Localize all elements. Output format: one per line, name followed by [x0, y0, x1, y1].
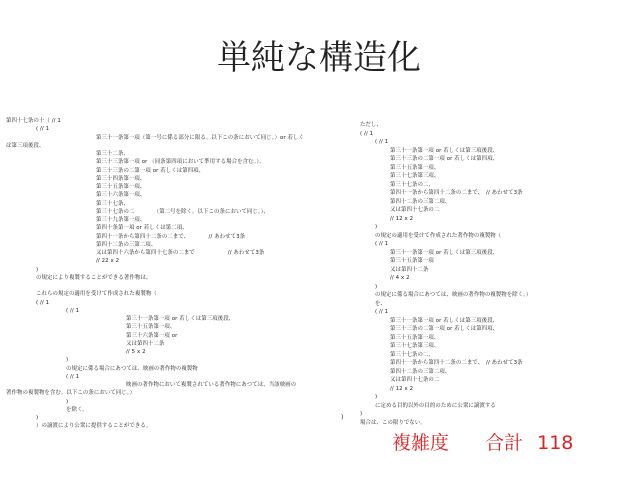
- text-line: ( // 1: [36, 299, 50, 306]
- text-line: 第三十一条第一項 or 若しくは第三項後段、: [390, 317, 499, 324]
- text-line: ただし、: [360, 122, 382, 128]
- text-line: ( // 1: [375, 139, 389, 145]
- text-line: ): [360, 411, 363, 417]
- complexity-label: 複雑度: [392, 432, 450, 454]
- text-line: 第三十七条第三項、: [390, 173, 440, 179]
- text-line: 第三十三条の二第一項 or 若しくは第四項、: [96, 167, 205, 174]
- text-line: ): [66, 357, 69, 364]
- text-line: を、: [375, 300, 386, 307]
- text-line: 著作物の複製物を含む。以下この条において同じ。）: [6, 390, 136, 397]
- complexity-total: [392, 428, 573, 455]
- text-line: 第四十二条の三第二項、: [96, 241, 157, 248]
- text-line: ( // 1: [360, 130, 374, 137]
- text-line: 又は第四十二条: [126, 340, 165, 347]
- text-line: ）の譲渡により公衆に提供することができる。: [36, 423, 152, 430]
- text-line: ( // 1: [36, 126, 50, 133]
- text-line: 第三十九条第一項、: [96, 217, 146, 223]
- text-line: 第三十一条第一項 or 若しくは第三項後段、: [390, 147, 499, 154]
- text-line: // 5 x 2: [126, 349, 146, 355]
- text-line: に定める目的以外の目的のために公衆に譲渡する: [375, 402, 496, 409]
- text-line: ( // 1: [66, 307, 80, 314]
- text-line: ): [375, 283, 378, 290]
- text-line: の規定により複製することができる著作物は、: [36, 274, 152, 281]
- text-line: 第三十七条第三項、: [390, 343, 440, 349]
- text-line: 第三十五条第一項、: [390, 164, 440, 171]
- text-line: 又は第四十七条の二: [390, 377, 440, 383]
- text-line: 第四十一条から第四十二条の二まで、 // あわせて3条: [96, 233, 246, 240]
- text-line: 第三十五条第一項: [390, 258, 434, 264]
- text-line: は第三項後段、: [6, 142, 45, 149]
- text-line: 又は第四十六条から第四十七条の二まで // あわせて3条: [96, 250, 265, 256]
- text-line: ( // 1: [375, 309, 389, 315]
- text-line: 第四十七条の十（ // 1: [6, 118, 61, 124]
- text-line: 又は第四十二条: [390, 266, 429, 273]
- closing-paren: ): [341, 414, 344, 421]
- text-line: // 12 x 2: [390, 215, 414, 222]
- text-line: 又は第四十七条の二: [390, 207, 440, 213]
- text-line: 第三十七条の二、: [390, 351, 434, 358]
- text-line: 第四十条第一項 or 若しくは第二項、: [96, 225, 188, 232]
- text-line: ( // 1: [66, 373, 80, 380]
- text-line: 第三十七条の二 （第二号を除く。以下この条において同じ。）、: [96, 208, 269, 215]
- text-line: 場合は、この限りでない。: [360, 419, 426, 426]
- text-line: 第三十一条第一項 or 若しくは第三項後段、: [390, 249, 499, 256]
- text-line: の規定に係る場合にあつては、映画の著作物の複製物を除く。）: [375, 292, 532, 298]
- text-line: これらの規定の適用を受けて作成された複製物（: [36, 291, 157, 298]
- text-line: 第三十一条第一項 or 若しくは第三項後段、: [126, 316, 235, 322]
- text-line: 第三十六条第一項、: [96, 192, 146, 199]
- text-line: 第三十三条第一項 or （同条第四項において準用する場合を含む。）、: [96, 159, 265, 166]
- text-line: 第三十一条第一項（第一号に係る部分に限る。以下この条において同じ。）or 若しく: [96, 134, 304, 141]
- text-line: の規定の適用を受けて作成された著作物の複製物（: [375, 232, 502, 239]
- text-line: 第三十六条第一項 or: [126, 332, 178, 339]
- text-line: ( // 1: [375, 241, 389, 247]
- text-line: 第三十四条第一項、: [96, 175, 146, 182]
- complexity-total-label: 合計: [485, 432, 524, 454]
- text-line: 第三十五条第一項、: [96, 184, 146, 190]
- text-line: 第三十三条の二第一項 or 若しくは第四項、: [390, 156, 499, 162]
- text-line: 第三十二条、: [96, 151, 129, 157]
- text-line: 第三十七条の二、: [390, 181, 434, 188]
- text-line: 映画の著作物において複製されている著作物にあつては、当該映画の: [126, 382, 297, 388]
- text-line: ): [36, 415, 39, 421]
- text-line: を除く。: [66, 406, 88, 413]
- text-line: 第三十五条第一項、: [126, 324, 176, 331]
- text-line: // 22 x 2: [96, 258, 120, 265]
- complexity-value: 118: [537, 432, 574, 454]
- text-line: の規定に係る場合にあつては、映画の著作物の複製物: [66, 365, 198, 372]
- text-line: ): [375, 394, 378, 400]
- text-line: // 4 x 2: [390, 275, 410, 281]
- text-line: 第四十一条から第四十二条の二まで、 // あわせて3条: [390, 360, 523, 366]
- text-line: 第三十七条、: [96, 200, 129, 207]
- slide-title: 単純な構造化: [217, 38, 421, 78]
- text-line: 第三十三条の二第一項 or 若しくは第四項、: [390, 326, 499, 332]
- text-line: 第三十五条第一項、: [390, 334, 440, 341]
- text-line: // 12 x 2: [390, 385, 414, 392]
- text-line: 第四十二条の三第二項、: [390, 368, 451, 375]
- text-line: 第四十二条の三第二項、: [390, 198, 451, 205]
- text-line: ): [36, 266, 39, 273]
- text-line: ): [375, 224, 378, 230]
- text-line: 第四十一条から第四十二条の二まで、 // あわせて3条: [390, 190, 523, 196]
- text-line: ): [66, 398, 69, 405]
